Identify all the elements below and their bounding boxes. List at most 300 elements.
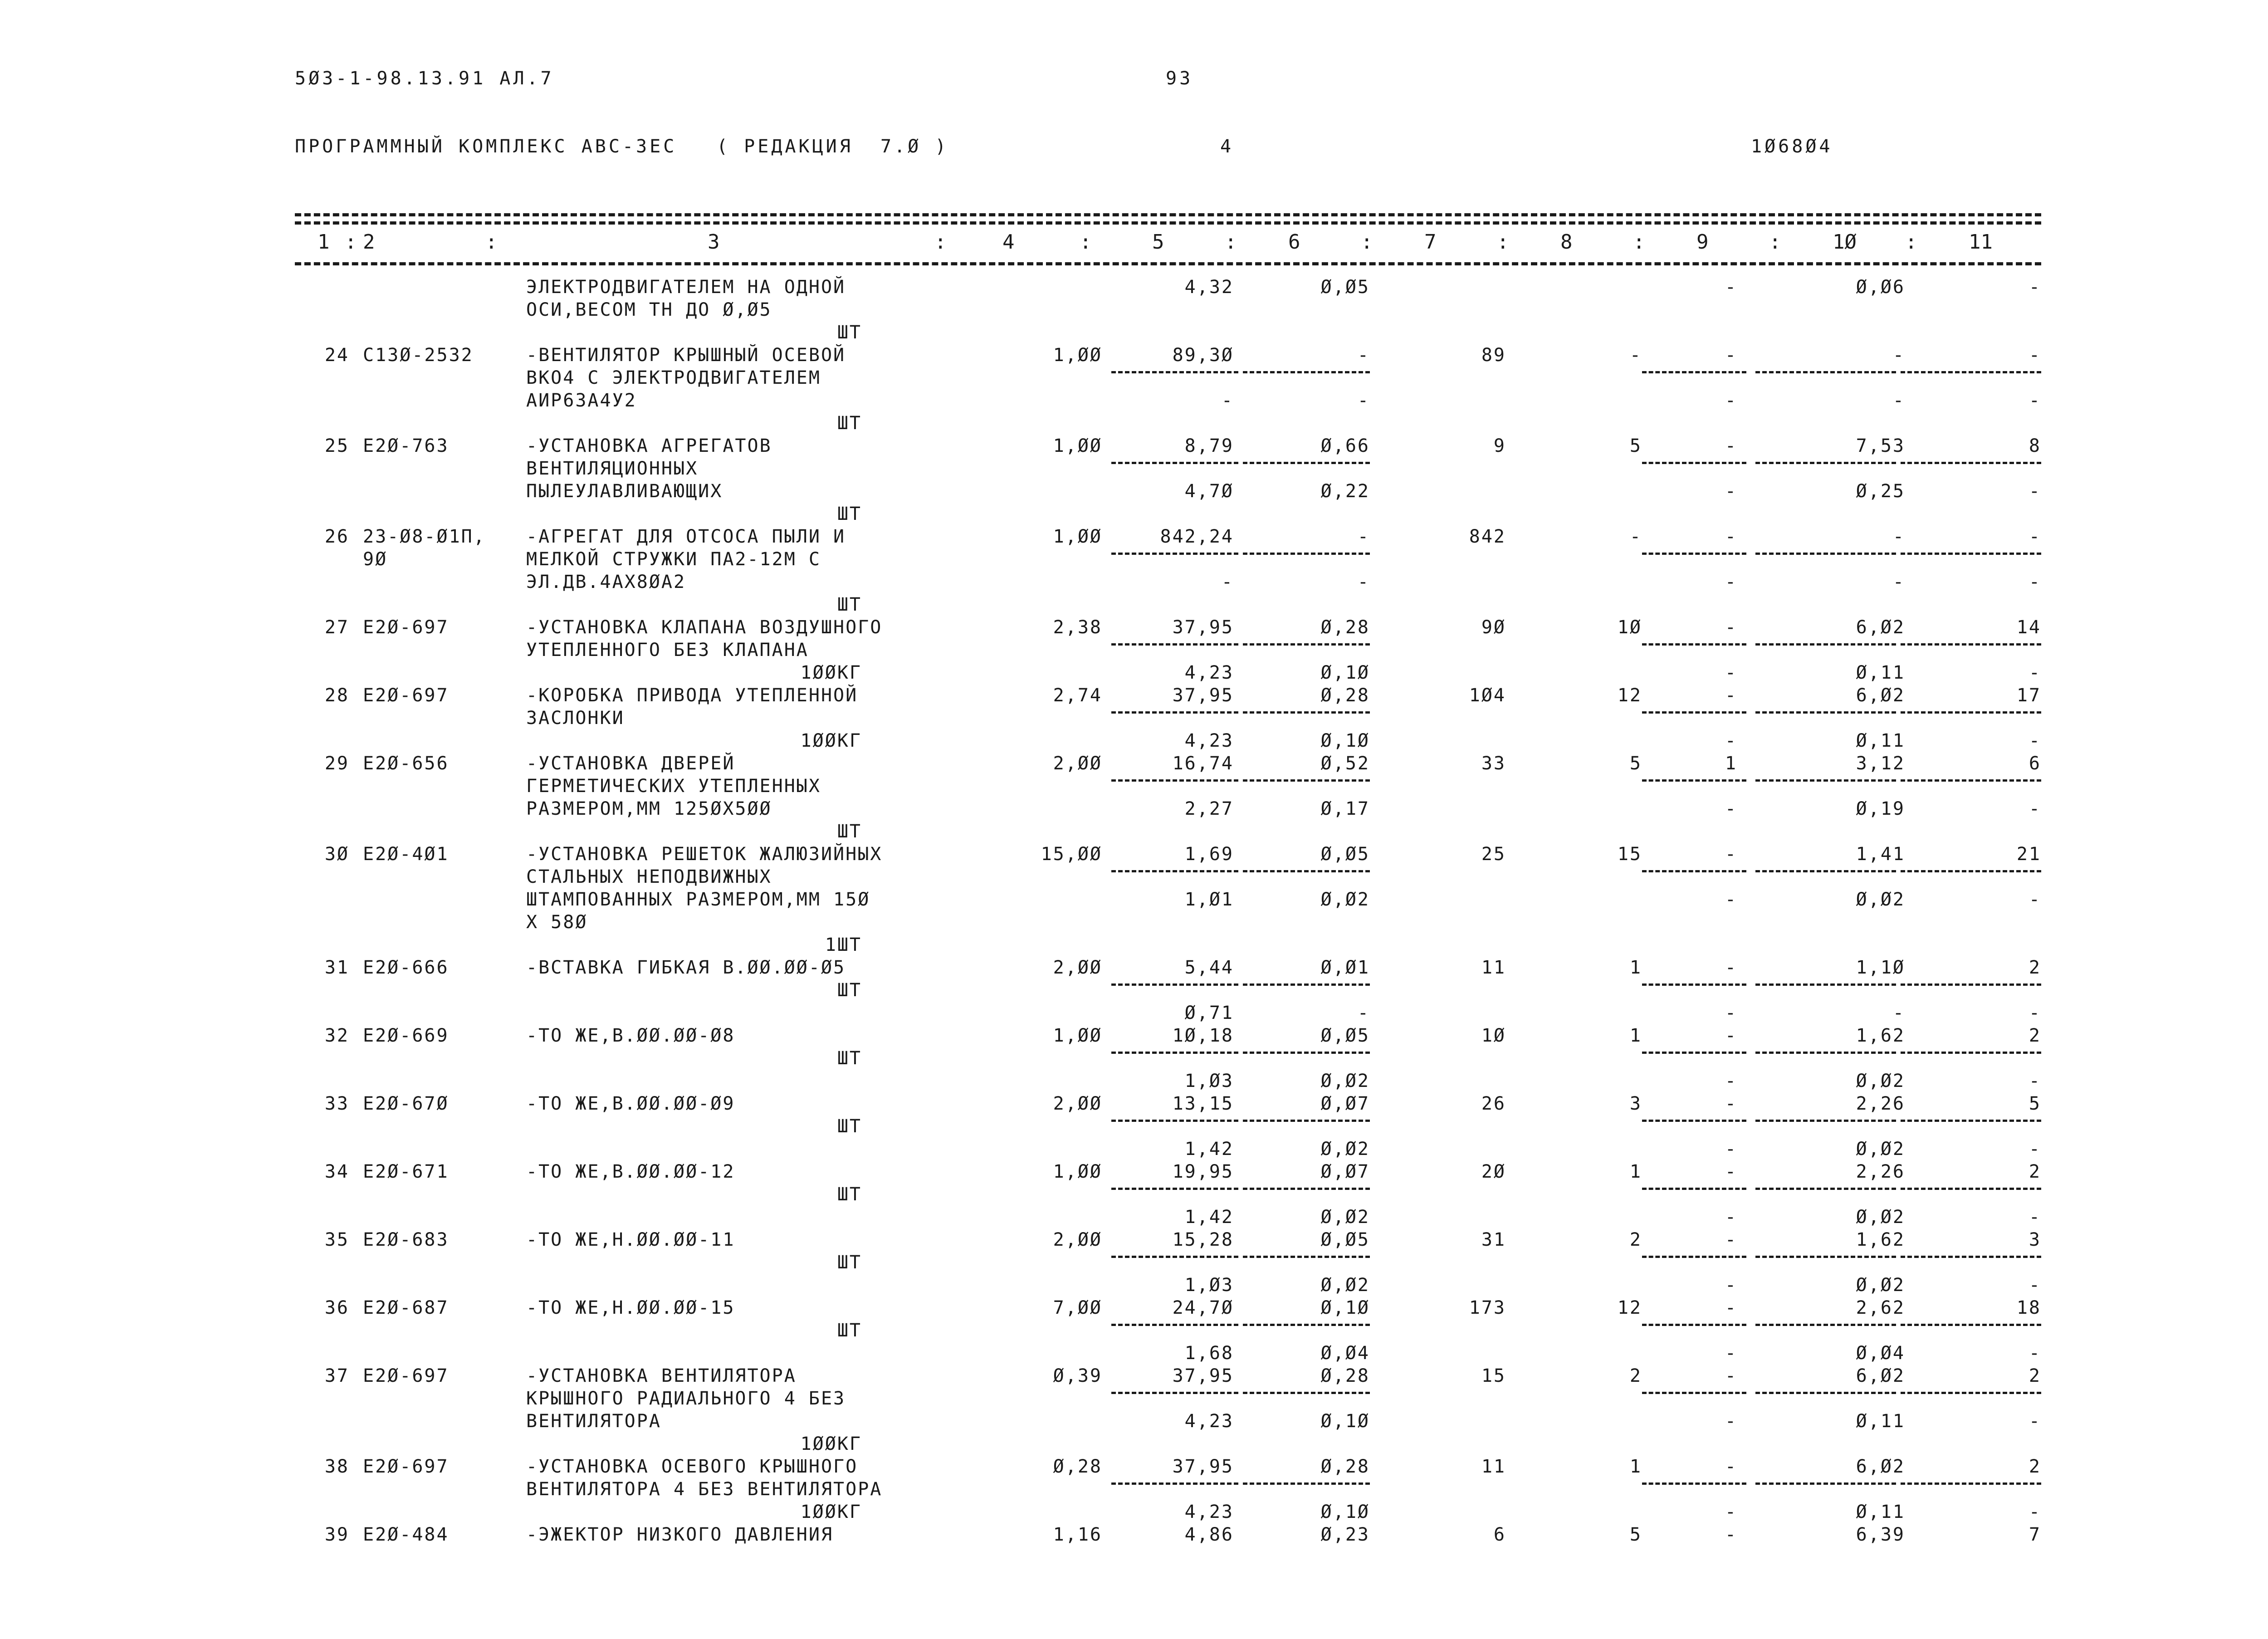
subtotal-rule <box>1755 1324 1896 1326</box>
row-number: 37 <box>324 1365 349 1386</box>
cell-col11: 14 <box>2016 617 2041 638</box>
subcell-col10: - <box>1892 572 1905 592</box>
subcell-col11: - <box>2028 1139 2041 1160</box>
cell-col11: 2 <box>2028 1365 2041 1386</box>
cell-col5: 4,32 <box>1184 277 1234 298</box>
subcell-col6: Ø,17 <box>1320 798 1370 819</box>
row-number: 36 <box>324 1297 349 1318</box>
row-description-line: УТЕПЛЕННОГО БЕЗ КЛАПАНА <box>526 640 809 660</box>
cell-col10: 6,Ø2 <box>1856 617 1905 638</box>
row-unit: 1ØØКГ <box>800 1434 862 1454</box>
cell-col9: - <box>1725 1025 1737 1046</box>
column-header-6: 6 <box>1288 230 1300 254</box>
cell-col11: - <box>2028 526 2041 547</box>
subtotal-rule <box>1755 553 1896 555</box>
cell-col11: 8 <box>2028 435 2041 456</box>
subcell-col11: - <box>2028 1275 2041 1296</box>
subtotal-rule <box>1642 371 1746 373</box>
subcell-col10: Ø,Ø2 <box>1856 1139 1905 1160</box>
row-unit: ШТ <box>837 413 862 434</box>
row-description-line: ЭЛЕКТРОДВИГАТЕЛЕМ НА ОДНОЙ <box>526 277 846 298</box>
subcell-col5: 1,42 <box>1184 1207 1234 1228</box>
cell-col8: 3 <box>1629 1093 1642 1114</box>
column-separator: : <box>345 230 357 254</box>
row-code: Е2Ø-697 <box>363 1456 449 1477</box>
subtotal-rule <box>1111 1188 1238 1190</box>
row-description-line: -ТО ЖЕ,В.ØØ.ØØ-Ø9 <box>526 1093 735 1114</box>
row-description-line: Х 58Ø <box>526 912 588 933</box>
subtotal-rule <box>1243 1324 1370 1326</box>
row-unit: ШТ <box>837 594 862 615</box>
cell-col5: 89,3Ø <box>1172 345 1234 366</box>
subtotal-rule <box>1642 983 1746 986</box>
subtotal-rule <box>1243 1052 1370 1054</box>
cell-col11: 5 <box>2028 1093 2041 1114</box>
subcell-col11: - <box>2028 1207 2041 1228</box>
subtotal-rule <box>1243 371 1370 373</box>
cell-col4: 2,ØØ <box>1053 1093 1102 1114</box>
cell-col7: 15 <box>1481 1365 1506 1386</box>
cell-col10: 7,53 <box>1856 435 1905 456</box>
column-separator: : <box>934 230 947 254</box>
row-number: 25 <box>324 435 349 456</box>
subtotal-rule <box>1901 870 2041 872</box>
cell-col10: 1,62 <box>1856 1025 1905 1046</box>
row-number: 38 <box>324 1456 349 1477</box>
row-code: Е2Ø-656 <box>363 753 449 774</box>
row-number: 29 <box>324 753 349 774</box>
cell-col6: Ø,28 <box>1320 1365 1370 1386</box>
row-code: Е2Ø-671 <box>363 1161 449 1182</box>
cell-col9: - <box>1725 1524 1737 1545</box>
row-description-line: ПЫЛЕУЛАВЛИВАЮЩИХ <box>526 481 723 502</box>
cell-col8: 1Ø <box>1617 617 1642 638</box>
cell-col9: - <box>1725 277 1737 298</box>
column-header-2: 2 <box>363 230 375 254</box>
subtotal-rule <box>1901 1482 2041 1485</box>
subcell-col9: - <box>1725 730 1737 751</box>
row-description-line: -УСТАНОВКА АГРЕГАТОВ <box>526 435 772 456</box>
row-unit: 1ØØКГ <box>800 662 862 683</box>
subtotal-rule <box>1243 1392 1370 1394</box>
cell-col4: 2,74 <box>1053 685 1102 706</box>
cell-col7: 9 <box>1493 435 1506 456</box>
subtotal-rule <box>1243 553 1370 555</box>
subtotal-rule <box>1755 1052 1896 1054</box>
row-description-line: -УСТАНОВКА ВЕНТИЛЯТОРА <box>526 1365 797 1386</box>
column-separator: : <box>1633 230 1645 254</box>
row-number: 33 <box>324 1093 349 1114</box>
subtotal-rule <box>1901 779 2041 782</box>
row-description-line: ЗАСЛОНКИ <box>526 708 625 729</box>
subtotal-rule <box>1111 1120 1238 1122</box>
cell-col7: 6 <box>1493 1524 1506 1545</box>
column-header-10: 1Ø <box>1833 230 1857 254</box>
row-unit: ШТ <box>837 821 862 842</box>
row-code: Е2Ø-687 <box>363 1297 449 1318</box>
cell-col8: 5 <box>1629 753 1642 774</box>
row-unit: ШТ <box>837 980 862 1001</box>
row-number: 32 <box>324 1025 349 1046</box>
subcell-col9: - <box>1725 390 1737 411</box>
subcell-col5: 4,23 <box>1184 1411 1234 1432</box>
cell-col7: 31 <box>1481 1229 1506 1250</box>
subcell-col10: Ø,25 <box>1856 481 1905 502</box>
subtotal-rule <box>1901 1256 2041 1258</box>
row-description-line: ОСИ,ВЕСОМ ТН ДО Ø,Ø5 <box>526 299 772 320</box>
row-unit: ШТ <box>837 1184 862 1205</box>
subtotal-rule <box>1901 643 2041 646</box>
subcell-col5: 4,23 <box>1184 730 1234 751</box>
cell-col5: 19,95 <box>1172 1161 1234 1182</box>
subcell-col11: - <box>2028 1071 2041 1091</box>
subcell-col6: Ø,Ø2 <box>1320 1275 1370 1296</box>
subtotal-rule <box>1901 1188 2041 1190</box>
subcell-col6: Ø,Ø2 <box>1320 1071 1370 1091</box>
table-top-rule <box>295 213 2041 216</box>
cell-col5: 842,24 <box>1160 526 1234 547</box>
subtotal-rule <box>1642 1482 1746 1485</box>
subtotal-rule <box>1111 1324 1238 1326</box>
subtotal-rule <box>1901 462 2041 464</box>
subcell-col6: Ø,Ø2 <box>1320 889 1370 910</box>
cell-col10: 6,Ø2 <box>1856 1456 1905 1477</box>
subtotal-rule <box>1243 1482 1370 1485</box>
subtotal-rule <box>1642 779 1746 782</box>
cell-col8: - <box>1629 345 1642 366</box>
subcell-col10: Ø,19 <box>1856 798 1905 819</box>
row-code: Е2Ø-484 <box>363 1524 449 1545</box>
subcell-col6: Ø,Ø2 <box>1320 1139 1370 1160</box>
cell-col11: 17 <box>2016 685 2041 706</box>
doc-number: 1Ø68Ø4 <box>1751 136 1833 157</box>
cell-col5: 37,95 <box>1172 1365 1234 1386</box>
subcell-col11: - <box>2028 481 2041 502</box>
subtotal-rule <box>1755 1120 1896 1122</box>
row-description-line: -ТО ЖЕ,Н.ØØ.ØØ-11 <box>526 1229 735 1250</box>
row-number: 3Ø <box>324 844 349 865</box>
cell-col7: 1Ø <box>1481 1025 1506 1046</box>
row-description-line: -УСТАНОВКА КЛАПАНА ВОЗДУШНОГО <box>526 617 883 638</box>
row-description-line: ВКО4 С ЭЛЕКТРОДВИГАТЕЛЕМ <box>526 367 821 388</box>
cell-col7: 33 <box>1481 753 1506 774</box>
cell-col8: 5 <box>1629 1524 1642 1545</box>
cell-col4: 2,ØØ <box>1053 753 1102 774</box>
subcell-col9: - <box>1725 481 1737 502</box>
subcell-col10: Ø,11 <box>1856 1502 1905 1522</box>
cell-col7: 25 <box>1481 844 1506 865</box>
cell-col4: 1,ØØ <box>1053 345 1102 366</box>
cell-col4: 7,ØØ <box>1053 1297 1102 1318</box>
subtotal-rule <box>1111 553 1238 555</box>
subcell-col5: - <box>1221 572 1234 592</box>
cell-col9: - <box>1725 435 1737 456</box>
subcell-col10: - <box>1892 390 1905 411</box>
cell-col8: 1 <box>1629 1456 1642 1477</box>
subtotal-rule <box>1243 643 1370 646</box>
column-separator: : <box>1497 230 1509 254</box>
row-description-line: АИР63А4У2 <box>526 390 637 411</box>
subtotal-rule <box>1111 711 1238 714</box>
row-description-line: ВЕНТИЛЯТОРА <box>526 1411 661 1432</box>
cell-col10: 3,12 <box>1856 753 1905 774</box>
cell-col8: - <box>1629 526 1642 547</box>
subcell-col6: - <box>1357 390 1370 411</box>
subtotal-rule <box>1243 983 1370 986</box>
cell-col4: 1,ØØ <box>1053 1025 1102 1046</box>
subcell-col6: Ø,1Ø <box>1320 662 1370 683</box>
sheet-number: 4 <box>1220 136 1234 157</box>
subtotal-rule <box>1243 870 1370 872</box>
subtotal-rule <box>1243 1256 1370 1258</box>
row-description-line: ЭЛ.ДВ.4АХ8ØА2 <box>526 572 686 592</box>
subtotal-rule <box>1901 711 2041 714</box>
subcell-col9: - <box>1725 1071 1737 1091</box>
column-separator: : <box>1080 230 1092 254</box>
cell-col5: 37,95 <box>1172 1456 1234 1477</box>
cell-col8: 12 <box>1617 685 1642 706</box>
cell-col6: Ø,Ø5 <box>1320 1025 1370 1046</box>
cell-col7: 11 <box>1481 1456 1506 1477</box>
subcell-col10: Ø,11 <box>1856 662 1905 683</box>
cell-col5: 15,28 <box>1172 1229 1234 1250</box>
cell-col6: - <box>1357 526 1370 547</box>
subcell-col6: Ø,22 <box>1320 481 1370 502</box>
cell-col6: Ø,Ø5 <box>1320 277 1370 298</box>
cell-col10: - <box>1892 526 1905 547</box>
subtotal-rule <box>1755 983 1896 986</box>
row-code: Е2Ø-4Ø1 <box>363 844 449 865</box>
cell-col11: 2 <box>2028 957 2041 978</box>
subcell-col10: Ø,Ø2 <box>1856 1275 1905 1296</box>
row-number: 39 <box>324 1524 349 1545</box>
column-header-9: 9 <box>1696 230 1709 254</box>
subtotal-rule <box>1642 1120 1746 1122</box>
column-header-5: 5 <box>1152 230 1164 254</box>
cell-col5: 4,86 <box>1184 1524 1234 1545</box>
row-description-line: ВЕНТИЛЯЦИОННЫХ <box>526 458 699 479</box>
cell-col11: - <box>2028 277 2041 298</box>
row-description-line: РАЗМЕРОМ,ММ 125ØХ5ØØ <box>526 798 772 819</box>
column-separator: : <box>485 230 498 254</box>
subtotal-rule <box>1111 643 1238 646</box>
subtotal-rule <box>1642 553 1746 555</box>
subtotal-rule <box>1111 1482 1238 1485</box>
cell-col4: 1,ØØ <box>1053 435 1102 456</box>
cell-col6: Ø,Ø7 <box>1320 1161 1370 1182</box>
row-description-line: -ВЕНТИЛЯТОР КРЫШНЫЙ ОСЕВОЙ <box>526 345 846 366</box>
subcell-col9: - <box>1725 1411 1737 1432</box>
cell-col11: 2 <box>2028 1025 2041 1046</box>
cell-col4: Ø,39 <box>1053 1365 1102 1386</box>
subtotal-rule <box>1755 643 1896 646</box>
row-number: 24 <box>324 345 349 366</box>
cell-col11: 21 <box>2016 844 2041 865</box>
subcell-col9: - <box>1725 1343 1737 1364</box>
row-description-line: -УСТАНОВКА ДВЕРЕЙ <box>526 753 735 774</box>
row-description-line: -КОРОБКА ПРИВОДА УТЕПЛЕННОЙ <box>526 685 858 706</box>
row-code: Е2Ø-67Ø <box>363 1093 449 1114</box>
row-code-cont: 9Ø <box>363 549 388 570</box>
cell-col6: Ø,Ø5 <box>1320 1229 1370 1250</box>
row-unit: ШТ <box>837 1048 862 1069</box>
subtotal-rule <box>1755 462 1896 464</box>
subtotal-rule <box>1901 1052 2041 1054</box>
document-code: 5Ø3-1-98.13.91 АЛ.7 <box>295 68 554 89</box>
subtotal-rule <box>1901 1324 2041 1326</box>
cell-col6: Ø,28 <box>1320 1456 1370 1477</box>
cell-col9: 1 <box>1725 753 1737 774</box>
cell-col9: - <box>1725 1161 1737 1182</box>
subtotal-rule <box>1111 462 1238 464</box>
cell-col10: 1,41 <box>1856 844 1905 865</box>
subcell-col6: - <box>1357 572 1370 592</box>
cell-col4: 2,ØØ <box>1053 957 1102 978</box>
subtotal-rule <box>1901 1392 2041 1394</box>
row-description-line: -АГРЕГАТ ДЛЯ ОТСОСА ПЫЛИ И <box>526 526 846 547</box>
subtotal-rule <box>1111 870 1238 872</box>
cell-col10: 6,Ø2 <box>1856 1365 1905 1386</box>
cell-col10: - <box>1892 345 1905 366</box>
cell-col9: - <box>1725 617 1737 638</box>
cell-col5: 37,95 <box>1172 685 1234 706</box>
cell-col11: 18 <box>2016 1297 2041 1318</box>
subcell-col11: - <box>2028 662 2041 683</box>
cell-col10: 2,26 <box>1856 1093 1905 1114</box>
subtotal-rule <box>1755 1482 1896 1485</box>
row-unit: ШТ <box>837 1252 862 1273</box>
cell-col11: - <box>2028 345 2041 366</box>
subcell-col10: Ø,Ø2 <box>1856 1071 1905 1091</box>
cell-col6: Ø,Ø7 <box>1320 1093 1370 1114</box>
row-unit: ШТ <box>837 1320 862 1341</box>
row-description-line: СТАЛЬНЫХ НЕПОДВИЖНЫХ <box>526 866 772 887</box>
row-description-line: -УСТАНОВКА ОСЕВОГО КРЫШНОГО <box>526 1456 858 1477</box>
subcell-col6: Ø,1Ø <box>1320 1411 1370 1432</box>
row-description-line: -ЭЖЕКТОР НИЗКОГО ДАВЛЕНИЯ <box>526 1524 834 1545</box>
row-code: 23-Ø8-Ø1П, <box>363 526 486 547</box>
subtotal-rule <box>1755 870 1896 872</box>
cell-col8: 1 <box>1629 957 1642 978</box>
subtotal-rule <box>1111 371 1238 373</box>
subcell-col9: - <box>1725 798 1737 819</box>
subtotal-rule <box>1111 1256 1238 1258</box>
cell-col8: 2 <box>1629 1229 1642 1250</box>
cell-col9: - <box>1725 345 1737 366</box>
cell-col8: 5 <box>1629 435 1642 456</box>
cell-col7: 842 <box>1469 526 1506 547</box>
row-unit: 1ØØКГ <box>800 1502 862 1522</box>
subcell-col9: - <box>1725 572 1737 592</box>
subcell-col9: - <box>1725 889 1737 910</box>
subcell-col11: - <box>2028 1003 2041 1023</box>
row-unit: ШТ <box>837 504 862 524</box>
row-code: Е2Ø-697 <box>363 685 449 706</box>
cell-col5: 37,95 <box>1172 617 1234 638</box>
subtotal-rule <box>1755 1188 1896 1190</box>
cell-col8: 15 <box>1617 844 1642 865</box>
cell-col8: 12 <box>1617 1297 1642 1318</box>
subtotal-rule <box>1901 1120 2041 1122</box>
subcell-col6: Ø,1Ø <box>1320 730 1370 751</box>
subtotal-rule <box>1243 1120 1370 1122</box>
cell-col11: 7 <box>2028 1524 2041 1545</box>
cell-col9: - <box>1725 1093 1737 1114</box>
cell-col4: 1,ØØ <box>1053 1161 1102 1182</box>
row-code: Е2Ø-697 <box>363 1365 449 1386</box>
cell-col7: 173 <box>1469 1297 1506 1318</box>
subcell-col6: Ø,1Ø <box>1320 1502 1370 1522</box>
cell-col11: 6 <box>2028 753 2041 774</box>
row-description-line: ШТАМПОВАННЫХ РАЗМЕРОМ,ММ 15Ø <box>526 889 870 910</box>
cell-col10: 2,26 <box>1856 1161 1905 1182</box>
column-header-11: 11 <box>1969 230 1993 254</box>
cell-col10: 6,39 <box>1856 1524 1905 1545</box>
subtotal-rule <box>1901 983 2041 986</box>
subcell-col5: 4,7Ø <box>1184 481 1234 502</box>
subcell-col10: Ø,Ø2 <box>1856 889 1905 910</box>
row-description-line: МЕЛКОЙ СТРУЖКИ ПА2-12М С <box>526 549 821 570</box>
cell-col10: Ø,Ø6 <box>1856 277 1905 298</box>
cell-col4: 1,ØØ <box>1053 526 1102 547</box>
subtotal-rule <box>1111 779 1238 782</box>
subcell-col11: - <box>2028 390 2041 411</box>
cell-col6: Ø,1Ø <box>1320 1297 1370 1318</box>
table-header-rule <box>295 262 2041 265</box>
cell-col9: - <box>1725 1365 1737 1386</box>
row-number: 26 <box>324 526 349 547</box>
cell-col5: 5,44 <box>1184 957 1234 978</box>
subtotal-rule <box>1755 711 1896 714</box>
subcell-col11: - <box>2028 798 2041 819</box>
row-code: Е2Ø-763 <box>363 435 449 456</box>
subcell-col5: 4,23 <box>1184 662 1234 683</box>
cell-col6: Ø,52 <box>1320 753 1370 774</box>
subtotal-rule <box>1642 1324 1746 1326</box>
subcell-col10: Ø,Ø2 <box>1856 1207 1905 1228</box>
subcell-col11: - <box>2028 730 2041 751</box>
subtotal-rule <box>1755 371 1896 373</box>
cell-col11: 2 <box>2028 1456 2041 1477</box>
subtotal-rule <box>1642 1052 1746 1054</box>
subtotal-rule <box>1642 711 1746 714</box>
cell-col5: 8,79 <box>1184 435 1234 456</box>
cell-col7: 2Ø <box>1481 1161 1506 1182</box>
column-header-4: 4 <box>1002 230 1015 254</box>
cell-col7: 11 <box>1481 957 1506 978</box>
cell-col10: 6,Ø2 <box>1856 685 1905 706</box>
row-number: 35 <box>324 1229 349 1250</box>
subcell-col11: - <box>2028 1411 2041 1432</box>
cell-col8: 1 <box>1629 1161 1642 1182</box>
subtotal-rule <box>1642 1188 1746 1190</box>
subcell-col10: Ø,11 <box>1856 1411 1905 1432</box>
cell-col4: 15,ØØ <box>1041 844 1102 865</box>
page-number: 93 <box>1166 68 1193 89</box>
cell-col6: Ø,Ø1 <box>1320 957 1370 978</box>
row-unit: ШТ <box>837 1116 862 1137</box>
cell-col4: Ø,28 <box>1053 1456 1102 1477</box>
cell-col8: 1 <box>1629 1025 1642 1046</box>
subtotal-rule <box>1642 643 1746 646</box>
cell-col6: Ø,Ø5 <box>1320 844 1370 865</box>
column-header-7: 7 <box>1424 230 1437 254</box>
row-unit: 1ШТ <box>825 934 862 955</box>
subcell-col6: Ø,Ø4 <box>1320 1343 1370 1364</box>
row-code: Е2Ø-669 <box>363 1025 449 1046</box>
subcell-col9: - <box>1725 1139 1737 1160</box>
row-number: 28 <box>324 685 349 706</box>
